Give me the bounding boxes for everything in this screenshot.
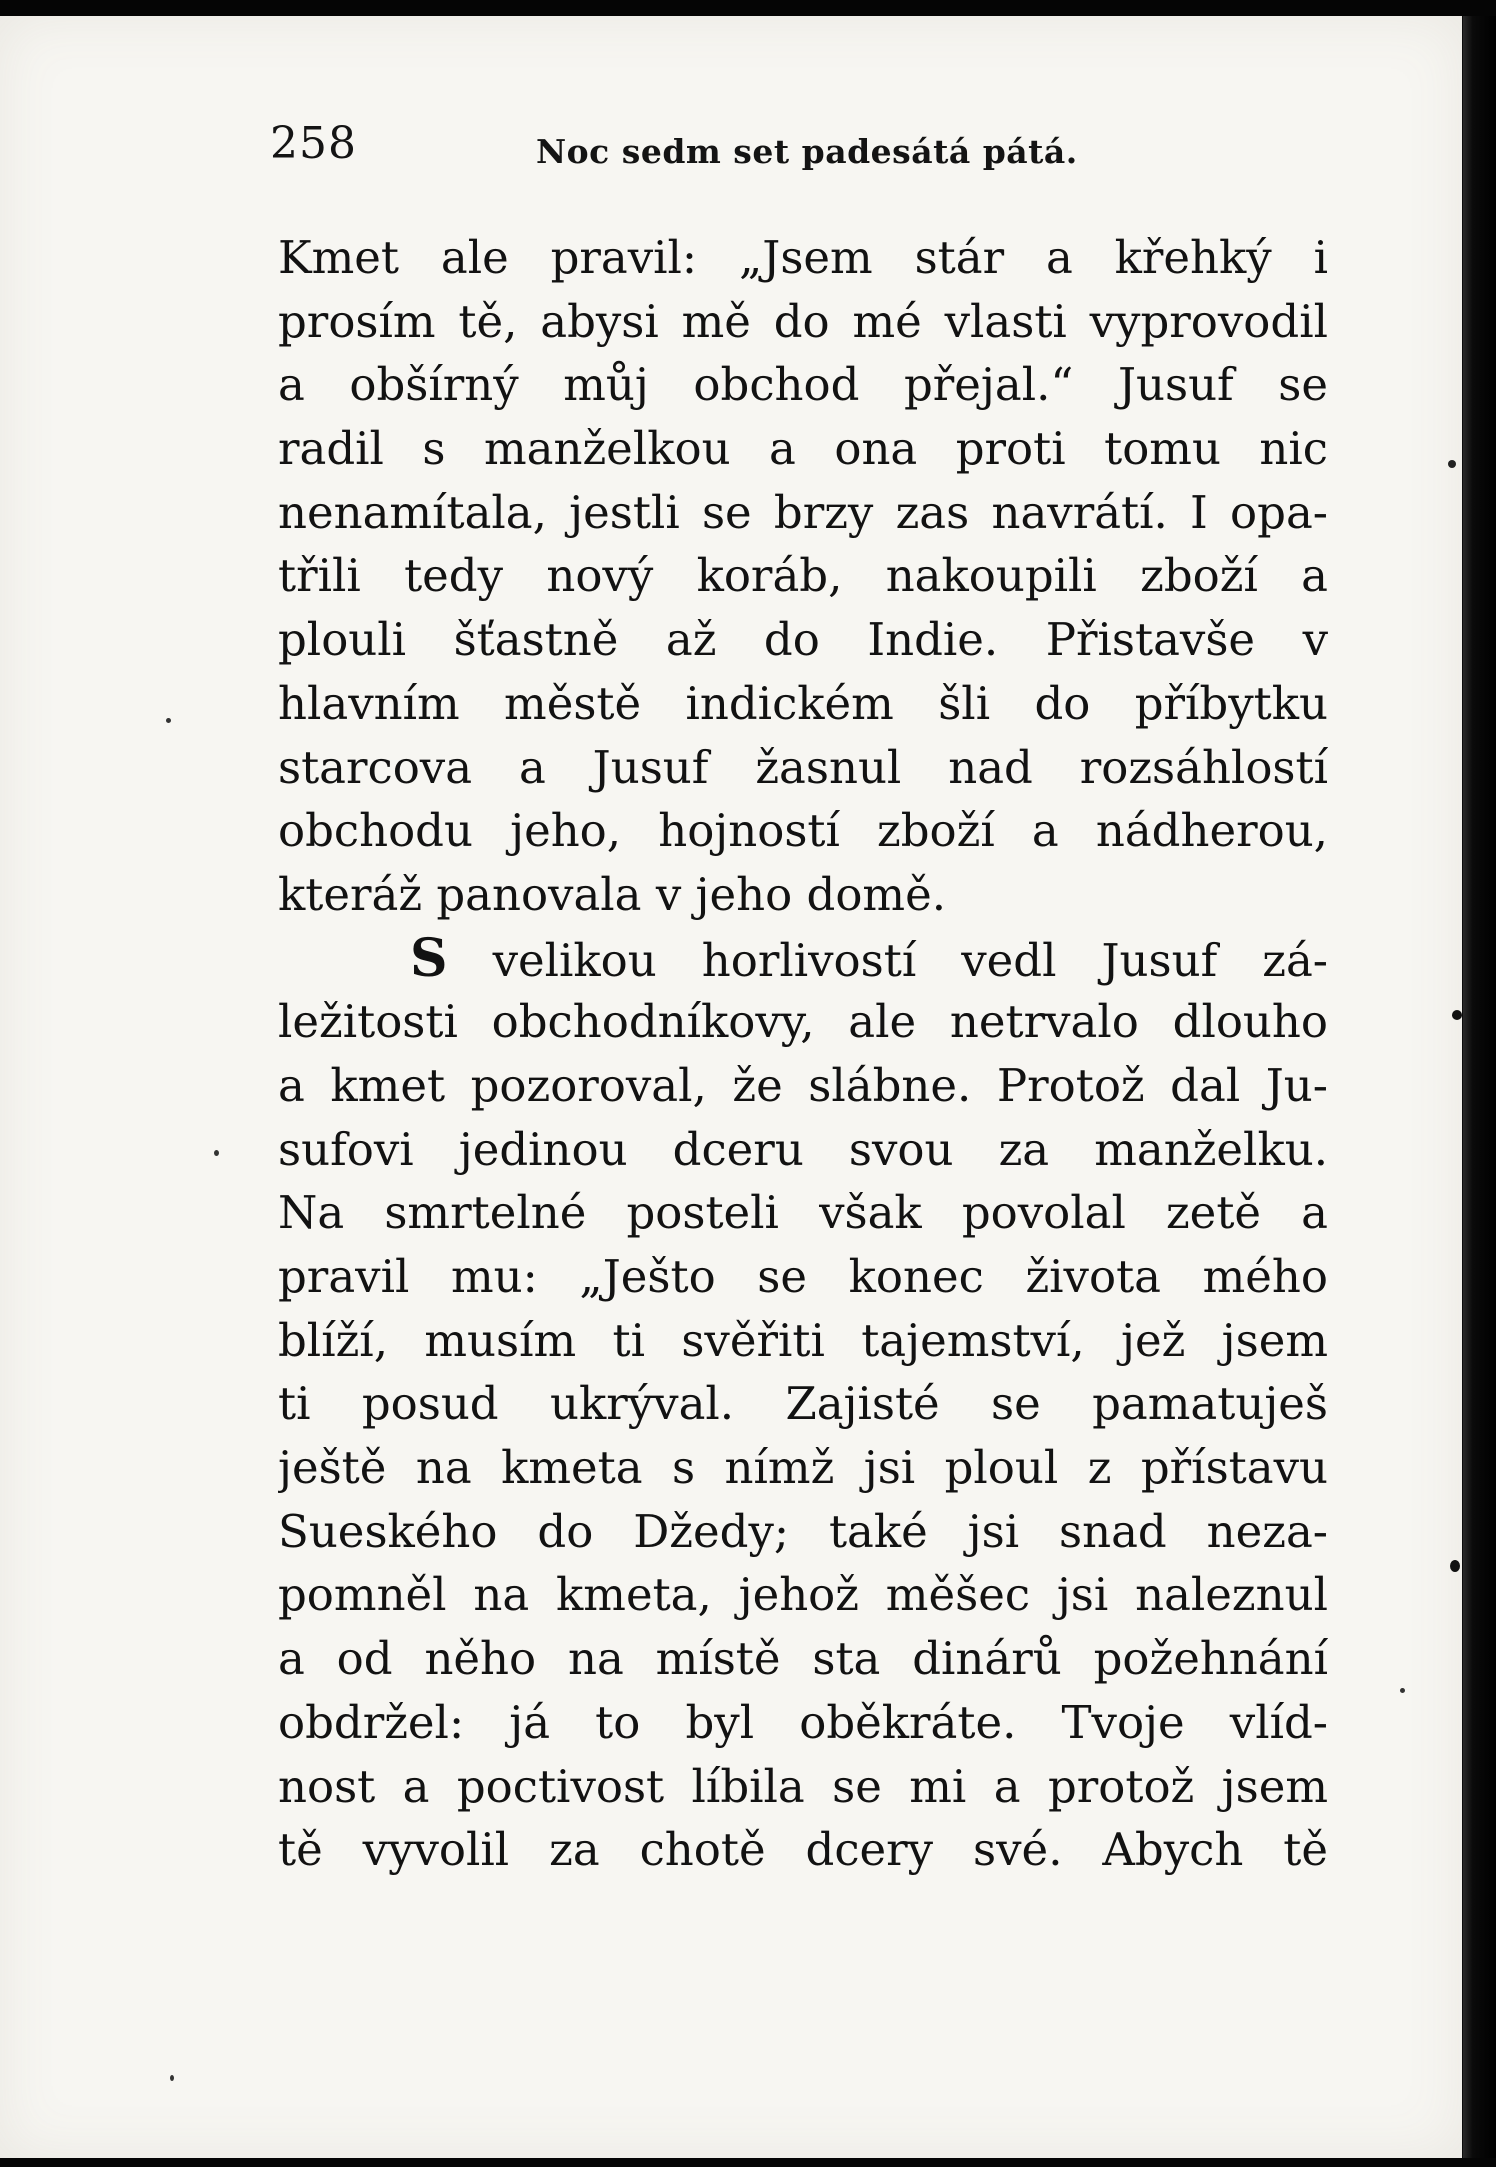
text-line: prosím tě, abysi mě do mé vlasti vyprovodil (278, 294, 1328, 348)
scan-speck (166, 718, 171, 723)
text-line: a obšírný můj obchod přejal.“ Jusuf se (278, 358, 1328, 412)
scan-speck (170, 2075, 174, 2081)
text-line: radil s manželkou a ona proti tomu nic (278, 422, 1328, 476)
line-text: velikou horlivostí vedl Jusuf zá- (492, 933, 1328, 987)
body-text (278, 226, 1328, 1882)
text-line: nenamítala, jestli se brzy zas navrátí. I opa- (278, 485, 1328, 539)
text-line: starcova a Jusuf žasnul nad rozsáhlostí (278, 740, 1328, 794)
text-line: tě vyvolil za chotě dcery své. Abych tě (278, 1823, 1328, 1877)
scan-speck (1450, 1560, 1460, 1572)
text-line (278, 927, 1328, 991)
text-line: blíží, musím ti svěřiti tajemství, jež jsem (278, 1313, 1328, 1367)
text-line: nost a poctivost líbila se mi a protož jsem (278, 1759, 1328, 1813)
text-line: třili tedy nový koráb, nakoupili zboží a (278, 549, 1328, 603)
text-line: plouli šťastně až do Indie. Přistavše v (278, 613, 1328, 667)
text-line: sufovi jedinou dceru svou za manželku. (278, 1122, 1328, 1176)
text-line: hlavním městě indickém šli do příbytku (278, 676, 1328, 730)
page-number: 258 (270, 118, 357, 169)
text-line: Kmet ale pravil: „Jsem stár a křehký i (278, 231, 1328, 284)
text-line: pomněl na kmeta, jehož měšec jsi naleznul (278, 1568, 1328, 1622)
text-line: obchodu jeho, hojností zboží a nádherou, (278, 804, 1328, 858)
text-line: Na smrtelné posteli však povolal zetě a (278, 1186, 1328, 1240)
scan-speck (1448, 460, 1456, 468)
text-line: pravil mu: „Ješto se konec života mého (278, 1250, 1328, 1303)
scan-speck (1400, 1688, 1405, 1693)
text-line: kteráž panovala v jeho domě. (278, 867, 947, 921)
scan-speck (214, 1150, 219, 1156)
text-line: Sueského do Džedy; také jsi snad neza- (278, 1504, 1328, 1558)
drop-initial: S (410, 927, 448, 989)
text-line: ti posud ukrýval. Zajisté se pamatuješ (278, 1377, 1328, 1431)
scan-speck (1452, 1010, 1462, 1020)
running-header (270, 118, 1320, 178)
scan-margin-right (1463, 16, 1496, 2158)
text-line: a od něho na místě sta dinárů požehnání (278, 1632, 1328, 1686)
header-title: Noc sedm set padesátá pátá. (536, 132, 1078, 171)
text-line: a kmet pozoroval, že slábne. Protož dal Ju- (278, 1058, 1328, 1112)
text-line: obdržel: já to byl oběkráte. Tvoje vlíd- (278, 1695, 1328, 1749)
text-line: ještě na kmeta s nímž jsi ploul z přístavu (278, 1441, 1328, 1495)
text-line: ležitosti obchodníkovy, ale netrvalo dlouho (278, 995, 1328, 1049)
